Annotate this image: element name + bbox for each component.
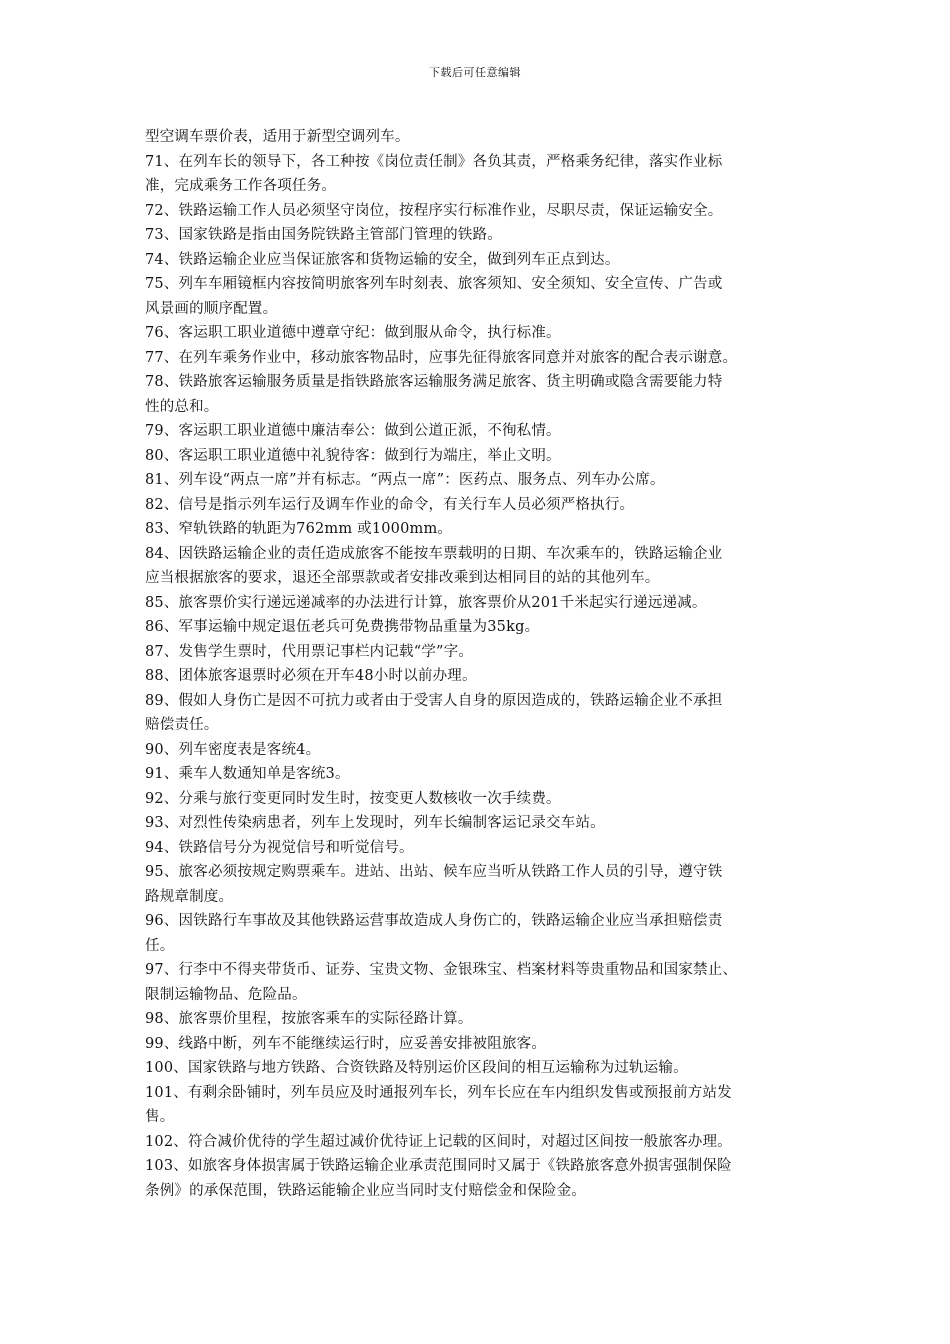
text-line: 98、旅客票价里程，按旅客乘车的实际径路计算。 xyxy=(145,1011,473,1027)
text-line: 77、在列车乘务作业中，移动旅客物品时，应事先征得旅客同意并对旅客的配合表示谢意。 xyxy=(145,349,738,366)
text-line: 82、信号是指示列车运行及调车作业的命令，有关行车人员必须严格执行。 xyxy=(145,496,635,513)
text-line: 93、对烈性传染病患者，列车上发现时，列车长编制客运记录交车站。 xyxy=(145,815,605,831)
text-line: 型空调车票价表，适用于新型空调列车。 xyxy=(145,129,410,145)
text-line: 91、乘车人数通知单是客统3。 xyxy=(145,766,350,782)
text-line: 准，完成乘务工作各项任务。 xyxy=(145,178,337,194)
text-line: 72、铁路运输工作人员必须坚守岗位，按程序实行标准作业，尽职尽责，保证运输安全。 xyxy=(145,202,723,219)
text-line: 78、铁路旅客运输服务质量是指铁路旅客运输服务满足旅客、货主明确或隐含需要能力特 xyxy=(145,374,723,390)
page-header: 下载后可任意编辑 xyxy=(429,66,521,79)
document-body xyxy=(145,125,825,1203)
text-line: 售。 xyxy=(145,1109,175,1125)
text-line: 99、线路中断，列车不能继续运行时，应妥善安排被阻旅客。 xyxy=(145,1035,547,1052)
text-line: 80、客运职工职业道德中礼貌待客：做到行为端庄，举止文明。 xyxy=(145,447,561,464)
text-line: 85、旅客票价实行递远递减率的办法进行计算，旅客票价从201千米起实行递远递减。 xyxy=(145,594,707,611)
text-line: 限制运输物品、危险品。 xyxy=(145,986,307,1003)
text-line: 95、旅客必须按规定购票乘车。进站、出站、候车应当听从铁路工作人员的引导，遵守铁 xyxy=(145,864,723,880)
text-line: 74、铁路运输企业应当保证旅客和货物运输的安全，做到列车正点到达。 xyxy=(145,251,620,268)
text-line: 102、符合减价优待的学生超过减价优待证上记载的区间时，对超过区间按一般旅客办理。 xyxy=(145,1133,732,1150)
text-line: 任。 xyxy=(145,937,175,954)
text-line: 73、国家铁路是指由国务院铁路主管部门管理的铁路。 xyxy=(145,227,502,243)
text-line: 86、军事运输中规定退伍老兵可免费携带物品重量为35kg。 xyxy=(145,619,540,635)
text-line: 96、因铁路行车事故及其他铁路运营事故造成人身伤亡的，铁路运输企业应当承担赔偿责 xyxy=(145,913,723,929)
text-line: 81、列车设“两点一席”并有标志。“两点一席”：医药点、服务点、列车办公席。 xyxy=(145,472,665,488)
text-line: 90、列车密度表是客统4。 xyxy=(145,741,321,758)
text-line: 83、窄轨铁路的轨距为762mm 或1000mm。 xyxy=(145,521,453,537)
text-line: 87、发售学生票时，代用票记事栏内记载“学”字。 xyxy=(145,643,474,660)
text-line: 88、团体旅客退票时必须在开车48小时以前办理。 xyxy=(145,668,477,684)
text-line: 94、铁路信号分为视觉信号和听觉信号。 xyxy=(145,839,414,856)
text-line: 76、客运职工职业道德中遵章守纪：做到服从命令，执行标准。 xyxy=(145,325,561,341)
text-line: 赔偿责任。 xyxy=(145,717,219,733)
text-line: 71、在列车长的领导下，各工种按《岗位责任制》各负其责，严格乘务纪律，落实作业标 xyxy=(145,153,723,170)
text-line: 条例》的承保范围，铁路运能输企业应当同时支付赔偿金和保险金。 xyxy=(145,1182,586,1199)
text-line: 89、假如人身伤亡是因不可抗力或者由于受害人自身的原因造成的，铁路运输企业不承担 xyxy=(145,692,723,709)
text-line: 风景画的顺序配置。 xyxy=(145,300,278,317)
text-line: 75、列车车厢镜框内容按简明旅客列车时刻表、旅客须知、安全须知、安全宣传、广告或 xyxy=(145,276,723,292)
text-line: 性的总和。 xyxy=(145,398,219,415)
text-line: 79、客运职工职业道德中廉洁奉公：做到公道正派，不徇私情。 xyxy=(145,423,561,439)
text-line: 101、有剩余卧铺时，列车员应及时通报列车长，列车长应在车内组织发售或预报前方站发 xyxy=(145,1084,732,1101)
text-line: 92、分乘与旅行变更同时发生时，按变更人数核收一次手续费。 xyxy=(145,790,561,807)
text-line: 97、行李中不得夹带货币、证券、宝贵文物、金银珠宝、档案材料等贵重物品和国家禁止、 xyxy=(145,962,738,978)
text-line: 路规章制度。 xyxy=(145,888,234,905)
text-line: 应当根据旅客的要求，退还全部票款或者安排改乘到达相同目的站的其他列车。 xyxy=(145,570,660,586)
text-line: 103、如旅客身体损害属于铁路运输企业承责范围同时又属于《铁路旅客意外损害强制保险 xyxy=(145,1158,732,1174)
text-line: 84、因铁路运输企业的责任造成旅客不能按车票载明的日期、车次乘车的，铁路运输企业 xyxy=(145,545,723,562)
text-line: 100、国家铁路与地方铁路、合资铁路及特别运价区段间的相互运输称为过轨运输。 xyxy=(145,1060,688,1076)
